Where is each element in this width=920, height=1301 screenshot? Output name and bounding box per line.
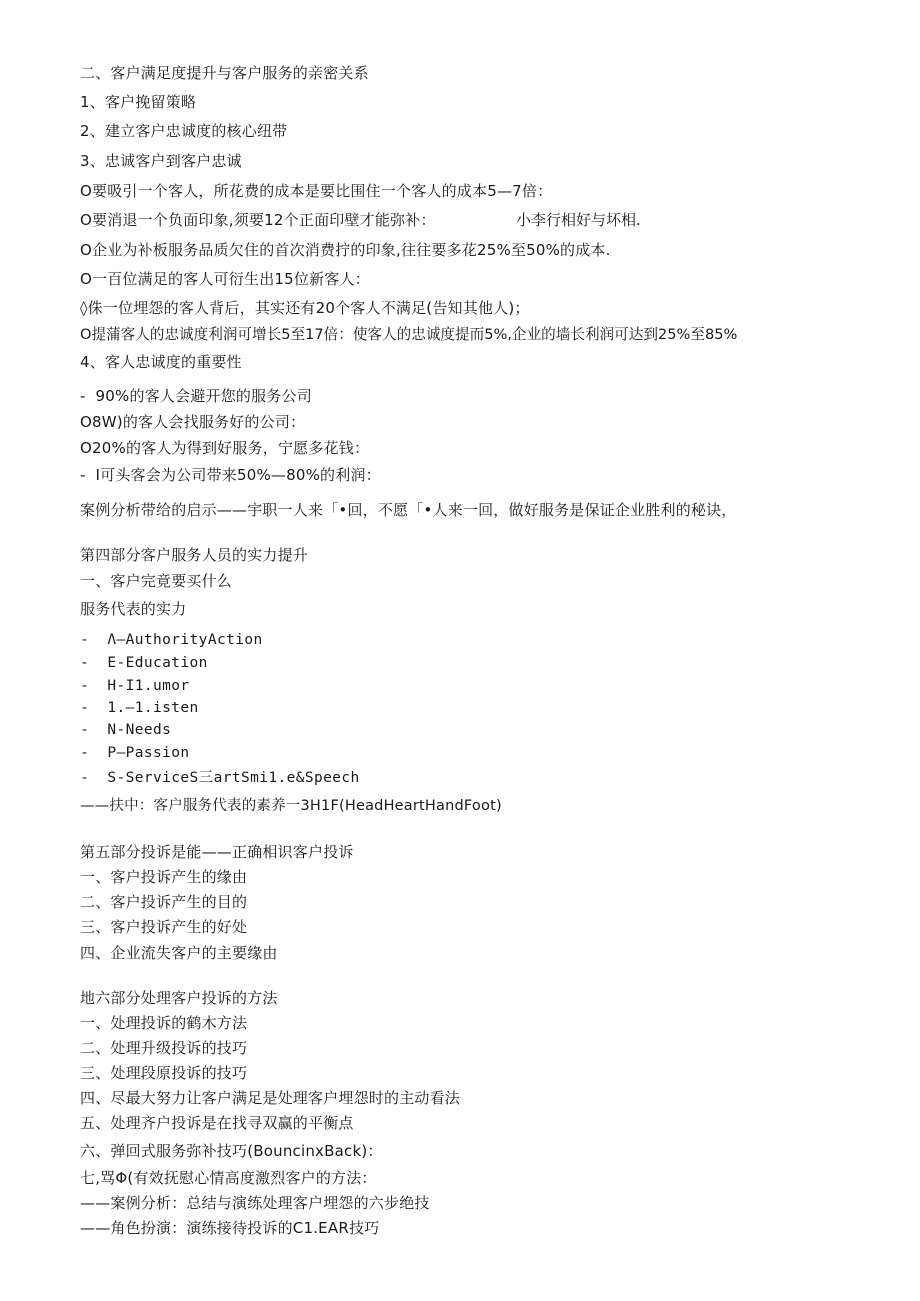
list-item: - 1.—1.isten — [80, 700, 199, 716]
text-line: ——角色扮演：演练接待投诉的C1.EAR技巧 — [80, 1219, 380, 1237]
text-line: 三、处理段原投诉的技巧 — [80, 1064, 248, 1082]
text-line: 五、处理齐户投诉是在找寻双赢的平衡点 — [80, 1114, 354, 1132]
text-line: O企业为补板服务品质欠住的首次消费拧的印象,往往要多花25%至50%的成本. — [80, 241, 611, 259]
text-line: ◊侏一位埋怨的客人背后，其实还有20个客人不满足(告知其他人)； — [80, 299, 530, 317]
text-line: - 90%的客人会避开您的服务公司 — [80, 387, 312, 405]
text-line: O20%的客人为得到好服务，宁愿多花钱： — [80, 439, 370, 457]
text-line: 一、处理投诉的鹤木方法 — [80, 1014, 248, 1032]
text-line: O要消退一个负面印象,须要12个正面印壁才能弥补： — [80, 211, 436, 229]
side-note: 小李行相好与坏相. — [516, 211, 641, 229]
text-line: 二、客户投诉产生的目的 — [80, 893, 248, 911]
list-item: - N-Needs — [80, 722, 172, 738]
text-line: 1、客户挽留策略 — [80, 93, 197, 111]
text-line: 七,骂Φ(有效抚慰心情高度激烈客户的方法： — [80, 1169, 377, 1187]
text-line: - I可头客会为公司带来50%—80%的利润： — [80, 466, 381, 484]
text-line: O要吸引一个客人，所花费的成本是要比围住一个客人的成本5—7倍： — [80, 182, 553, 200]
text-line: 三、客户投诉产生的好处 — [80, 918, 248, 936]
text-line: 一、客户投诉产生的缘由 — [80, 868, 248, 886]
text-line: 四、企业流失客户的主要缘由 — [80, 944, 278, 962]
section-heading-6: 地六部分处理客户投诉的方法 — [80, 989, 278, 1007]
text-line: O8W)的客人会找服务好的公司： — [80, 413, 306, 431]
list-item: - Λ—AuthorityAction — [80, 632, 263, 648]
list-item: - H-I1.umor — [80, 678, 190, 694]
text-line: O一百位满足的客人可衍生出15位新客人： — [80, 270, 370, 288]
section-heading-2: 二、客户满足度提升与客户服务的亲密关系 — [80, 64, 369, 82]
text-line: 二、处理升级投诉的技巧 — [80, 1039, 248, 1057]
list-item: - E-Education — [80, 655, 208, 671]
list-item: - P—Passion — [80, 745, 190, 761]
text-line: 案例分析带给的启示——宇职一人来「•回，不愿「•人来一回，做好服务是保证企业胜利的秘诀， — [80, 501, 737, 519]
text-line: 2、建立客户忠诚度的核心纽带 — [80, 122, 288, 140]
text-line: 服务代表的实力 — [80, 600, 187, 618]
text-line: 四、尽最大努力让客户满足是处理客户埋怨时的主动看法 — [80, 1089, 461, 1107]
text-line: 六、弹回式服务弥补技巧(BouncinxBack)： — [80, 1142, 383, 1160]
text-line: O提蒲客人的忠诚度利润可增长5至17倍：使客人的忠诚度提而5%,企业的墙长利润可达到25%至85% — [80, 326, 738, 343]
section-heading-5: 第五部分投诉是能——正确相识客户投诉 — [80, 843, 354, 861]
text-line: ——案例分析：总结与演练处理客户埋怨的六步绝技 — [80, 1194, 430, 1212]
text-line: 一、客户完竟要买什么 — [80, 572, 233, 590]
list-item: - S-ServiceS三artSmi1.e&Speech — [80, 770, 360, 786]
text-line: 3、忠诚客户到客户忠诚 — [80, 152, 242, 170]
text-line: 4、客人忠诚度的重要性 — [80, 353, 242, 371]
section-heading-4: 第四部分客户服务人员的实力提升 — [80, 546, 309, 564]
text-line: ——扶中：客户服务代表的素养一3H1F(HeadHeartHandFoot) — [80, 798, 502, 814]
